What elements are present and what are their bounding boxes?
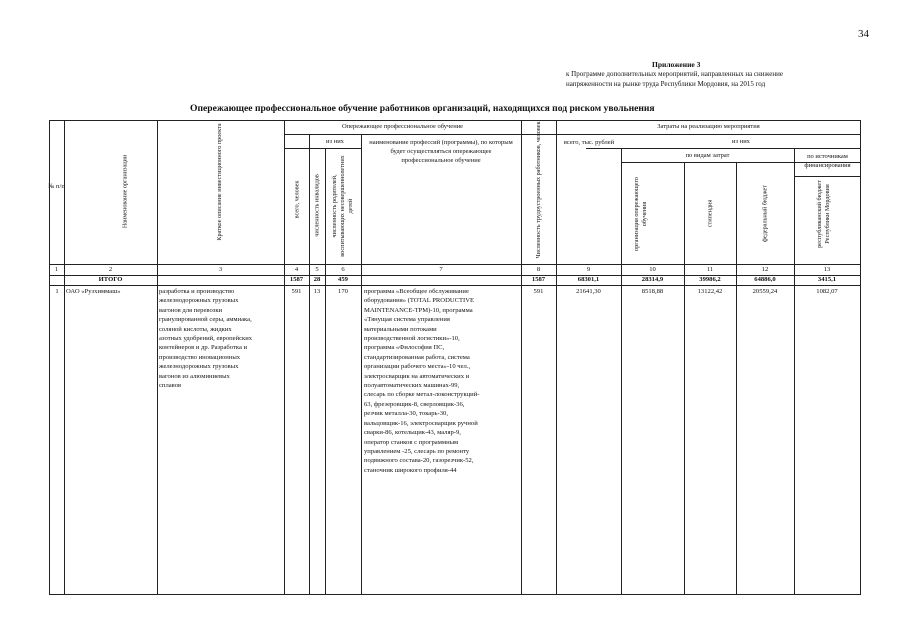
project-line: соляной кислоты, жидких (159, 325, 232, 333)
column-number: 13 (823, 266, 831, 273)
profession-line: резчик металла-30, токарь-30, (364, 410, 448, 418)
total-disabled-value: 28 (313, 276, 321, 283)
profession-line: слесарь по сборке метал-локонструкций- (364, 391, 480, 399)
header-federal: федеральный бюджет (761, 185, 769, 242)
header-costs-of-them: из них (732, 138, 750, 145)
header-num: № п/п (48, 183, 65, 190)
header-project: Краткое описание инвестиционного проекта (216, 123, 223, 241)
row-disabled: 13 (313, 288, 321, 295)
appendix-subtitle-line: напряженности на рынке труда Республики Мордовия, на 2015 год (566, 80, 766, 88)
row-federal: 20559,24 (752, 288, 778, 295)
header-disabled: численность инвалидов (313, 174, 321, 237)
row-professions (364, 287, 520, 475)
total-employed-value: 1587 (531, 276, 546, 283)
profession-line: вальцовщик-16, электросварщик ручной (364, 419, 478, 427)
total-row-label: ИТОГО (98, 276, 123, 283)
profession-line: MAINTENANCE-TPM)-10, программа (364, 306, 473, 314)
total-costs-value: 68301,1 (577, 276, 600, 283)
project-line: сплавов (159, 382, 182, 390)
profession-line: программа «Всеобщее обслуживание (364, 288, 469, 295)
header-costs-total: всего, тыс. рублей (563, 139, 615, 146)
project-line: железнодорожных грузовых (159, 363, 239, 371)
profession-line: станочник широкого профиля-44 (364, 466, 457, 474)
project-line: вагонов для перевозки (159, 306, 223, 314)
row-stipend: 13122,42 (697, 288, 723, 295)
row-republic: 1082,07 (816, 288, 838, 295)
column-number: 9 (586, 266, 591, 273)
column-number: 7 (439, 266, 443, 273)
row-total-people: 591 (291, 288, 302, 295)
project-line: гранулированной серы, аммиака, (159, 316, 252, 324)
row-org-training: 8518,88 (641, 288, 664, 295)
appendix-title: Приложение 3 (652, 60, 701, 69)
column-number: 1 (54, 266, 59, 273)
column-number: 5 (315, 266, 319, 273)
profession-line: программа «Философия ПС, (364, 344, 445, 352)
project-line: вагонов из алюминиевых (159, 372, 230, 380)
profession-line: производственной логистики»-10, (364, 335, 460, 343)
header-stipend: стипендия (706, 199, 714, 228)
profession-line: оператор станков с программным (364, 438, 459, 446)
total-stipend-value: 39986,2 (699, 276, 721, 283)
header-parents: численность родителей, воспитывающих несовершеннолетних детей (331, 155, 354, 257)
column-number: 3 (218, 266, 223, 273)
header-org-name: Наименование организации (121, 154, 129, 229)
row-costs-total: 21641,30 (576, 288, 601, 295)
row-parents: 170 (338, 288, 348, 295)
column-number: 4 (294, 266, 299, 273)
profession-line: подвижного состава-20, газорезчик-52, (364, 457, 474, 465)
row-employed: 591 (533, 288, 544, 295)
profession-line: стандартизированная работа, система (364, 353, 470, 361)
project-line: разработка и производство (159, 288, 235, 295)
column-number: 12 (761, 266, 769, 273)
column-number: 11 (706, 266, 714, 273)
profession-line: 63, фрезеровщик-8, сверловщик-36, (364, 400, 465, 408)
header-by-cost-types: по видам затрат (685, 152, 730, 159)
total-parents-value: 459 (338, 276, 348, 283)
document-title: Опережающее профессиональное обучение работников организаций, находящихся под риском увольнения (190, 103, 655, 114)
profession-line: управлением -25, слесарь по ремонту (364, 447, 470, 455)
profession-line: сварки-86, котельщик-43, маляр-9, (364, 429, 461, 437)
header-advanced-training: Опережающее профессиональное обучение (341, 123, 464, 130)
column-number: 8 (536, 266, 541, 273)
header-by-sources: по источникам финансирования (804, 153, 851, 169)
column-number: 6 (341, 266, 345, 273)
profession-line: оборудования» (TOTAL PRODUCTIVE (364, 297, 474, 305)
profession-line: электросварщик на автоматических и (364, 372, 470, 380)
profession-line: материальными потоками (364, 325, 437, 333)
header-of-them: из них (326, 138, 344, 145)
project-line: контейнеров и др. Разработка и (159, 344, 248, 352)
column-number: 10 (649, 266, 656, 273)
header-costs: Затраты на реализацию мероприятия (657, 123, 760, 130)
total-republic-value: 3415,1 (817, 276, 837, 283)
profession-line: полуавтоматических машинах-99, (364, 382, 460, 390)
page-number: 34 (858, 28, 869, 40)
row-org: ОАО «Рузхиммаш» (66, 288, 121, 295)
project-line: железнодорожных грузовых (159, 297, 239, 305)
header-employed: Численность трудоустроенных работников, человек (535, 121, 542, 259)
header-republic: республиканский бюджет Республики Мордовия (816, 180, 831, 248)
total-people-value: 1587 (289, 276, 304, 283)
row-project (159, 287, 283, 390)
header-total-people: всего, человек (293, 180, 301, 219)
header-org-training: организация опережающего обучения (633, 177, 648, 251)
total-federal-value: 64886,0 (754, 276, 776, 283)
project-line: азотных удобрений, европейских (159, 335, 253, 343)
appendix-subtitle-line: к Программе дополнительных мероприятий, направленных на снижение (566, 70, 783, 78)
profession-line: организации рабочего места»-10 чел., (364, 363, 471, 371)
total-org-training-value: 28314,9 (641, 276, 664, 283)
profession-line: «Тянущая система управления (364, 316, 450, 324)
row-num: 1 (55, 288, 59, 295)
column-number: 2 (108, 266, 113, 273)
header-professions: наименование профессий (программы), по которым будет осуществляться опережающее профессиональное обучение (369, 139, 513, 164)
project-line: производство иновационных (159, 353, 241, 361)
